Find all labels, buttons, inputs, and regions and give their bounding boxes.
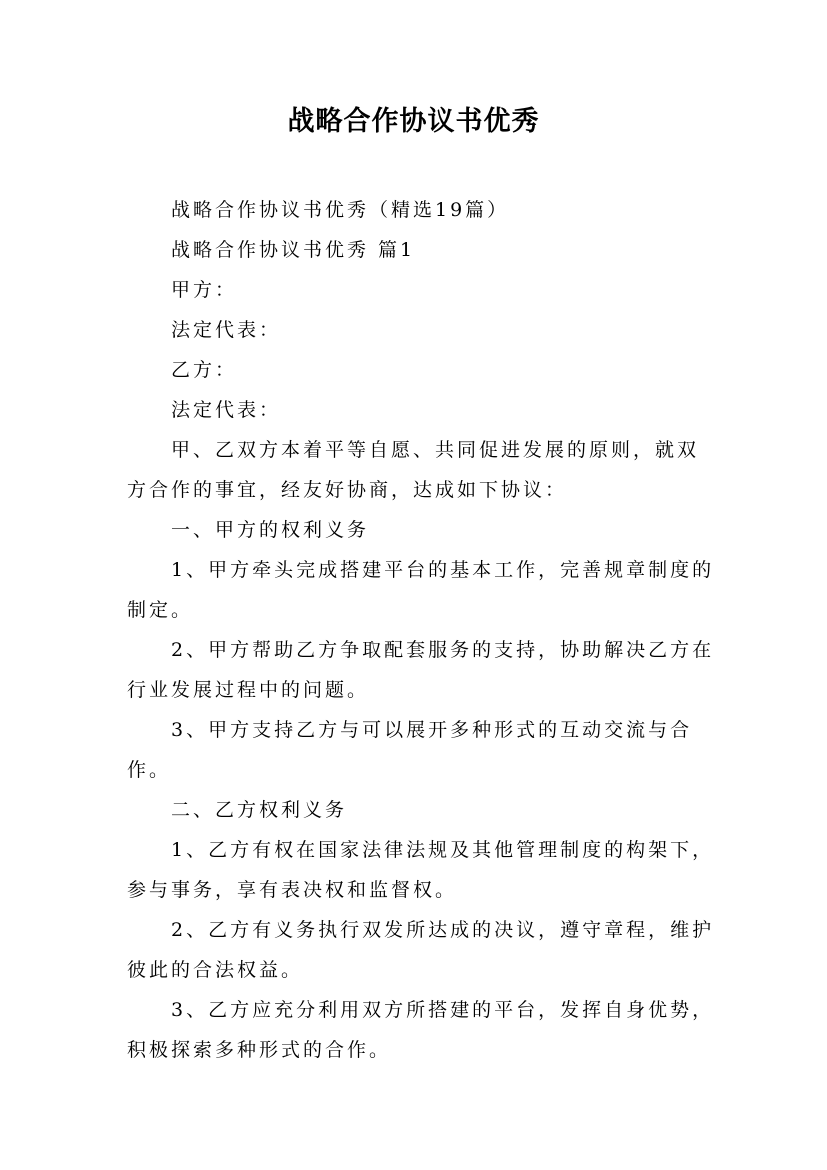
paragraph-subtitle: 战略合作协议书优秀（精选19篇） [171,199,510,221]
paragraph-party-b-item-2: 2、乙方有义务执行双发所达成的决议，遵守章程，维护彼此的合法权益。 [127,919,715,981]
paragraph-party-a: 甲方： [171,279,238,301]
paragraph-preamble: 甲、乙双方本着平等自愿、共同促进发展的原则，就双方合作的事宜，经友好协商，达成如下协议： [127,439,700,501]
paragraph-heading-party-b-rights: 二、乙方权利义务 [171,799,348,821]
paragraph-party-a-item-3: 3、甲方支持乙方与可以展开多种形式的互动交流与合作。 [127,719,693,781]
paragraph-party-a-item-1: 1、甲方牵头完成搭建平台的基本工作，完善规章制度的制定。 [127,559,715,621]
paragraph-party-b: 乙方： [171,359,238,381]
paragraph-party-b-item-3: 3、乙方应充分利用双方所搭建的平台，发挥自身优势，积极探索多种形式的合作。 [127,999,715,1061]
paragraph-party-a-representative: 法定代表： [171,319,282,341]
document-title: 战略合作协议书优秀 [287,106,540,137]
paragraph-party-b-item-1: 1、乙方有权在国家法律法规及其他管理制度的构架下，参与事务，享有表决权和监督权。 [127,839,715,901]
paragraph-heading-party-a-rights: 一、甲方的权利义务 [171,519,370,541]
document-body [127,190,717,1070]
paragraph-section-heading: 战略合作协议书优秀 篇1 [171,239,416,261]
paragraph-party-b-representative: 法定代表： [171,399,282,421]
paragraph-party-a-item-2: 2、甲方帮助乙方争取配套服务的支持，协助解决乙方在行业发展过程中的问题。 [127,639,715,701]
